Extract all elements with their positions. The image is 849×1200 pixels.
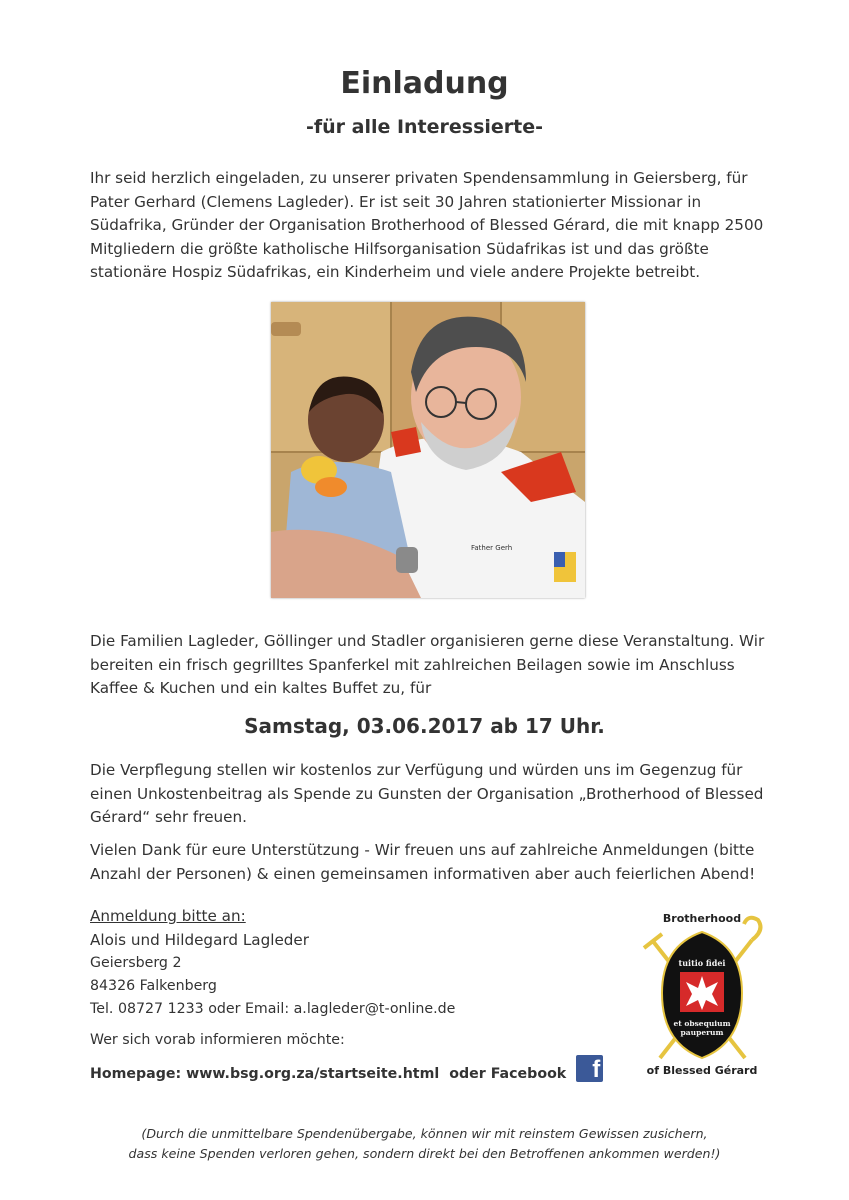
footnote-line-1: (Durch die unmittelbare Spendenübergabe, können wir mit reinstem Gewissen zusichern, (141, 1126, 708, 1141)
families-paragraph: Die Familien Lagleder, Göllinger und Stadler organisieren gerne diese Veranstaltung. Wir bereiten ein frisch gegrilltes Spanferkel mit zahlreichen Beilagen sowie im Anschluss Kaffee & Kuchen und ein kaltes Buffet zu, für (90, 632, 765, 697)
logo-motto-bottom-2: pauperum (680, 1028, 724, 1037)
info-line: Wer sich vorab informieren möchte: (90, 1032, 345, 1048)
page-subtitle: -für alle Interessierte- (305, 116, 544, 138)
logo-motto-bottom-1: et obsequium (673, 1019, 731, 1028)
event-date: Samstag, 03.06.2017 ab 17 Uhr. (244, 714, 605, 738)
page-title: Einladung (340, 66, 509, 101)
homepage-line (90, 1056, 603, 1083)
contact-phone-email: Tel. 08727 1233 oder Email: a.lagleder@t-online.de (90, 1001, 456, 1017)
brotherhood-logo (640, 908, 765, 1078)
photo-illustration (271, 302, 585, 598)
brotherhood-shield-icon (640, 908, 765, 1078)
photo-priest-with-baby (271, 302, 585, 598)
intro-paragraph: Ihr seid herzlich eingeladen, zu unserer privaten Spendensammlung in Geiersberg, für Pater Gerhard (Clemens Lagleder). Er ist seit 30 Jahren stationierter Missionar in Südafrika, Gründer der Organisation Brotherhood of Blessed Gérard, die mit knapp 2500 Mitgliedern die größte katholische Hilfsorganisation Südafrikas ist und das größte stationäre Hospiz Südafrikas, ein Kinderheim und viele andere Projekte betreibt. (90, 169, 764, 281)
contact-block (90, 904, 455, 1021)
catering-paragraph: Die Verpflegung stellen wir kostenlos zur Verfügung und würden uns im Gegenzug für einen Unkostenbeitrag als Spende zu Gunsten der Organisation „Brotherhood of Blessed Gérard“ sehr freuen. (90, 761, 764, 826)
logo-motto-top: tuitio fidei (678, 958, 726, 968)
footnote-line-2: dass keine Spenden verloren gehen, sondern direkt bei den Betroffenen ankommen werden!) (128, 1146, 721, 1161)
contact-street: Geiersberg 2 (90, 955, 182, 971)
registration-heading: Anmeldung bitte an: (90, 907, 246, 925)
facebook-icon[interactable]: f (576, 1055, 603, 1082)
homepage-link[interactable]: Homepage: www.bsg.org.za/startseite.html (90, 1065, 440, 1082)
logo-bottom-text: of Blessed Gérard (646, 1064, 758, 1077)
contact-name: Alois und Hildegard Lagleder (90, 931, 310, 949)
facebook-text[interactable]: oder Facebook (449, 1065, 567, 1082)
contact-city: 84326 Falkenberg (90, 978, 217, 994)
footnote (0, 1124, 849, 1164)
logo-top-text: Brotherhood (662, 912, 742, 925)
thanks-paragraph: Vielen Dank für eure Unterstützung - Wir freuen uns auf zahlreiche Anmeldungen (bitte Anzahl der Personen) & einen gemeinsamen informativen aber auch feierlichen Abend! (90, 841, 756, 883)
photo-badge-text: Father Gerh (471, 544, 513, 552)
